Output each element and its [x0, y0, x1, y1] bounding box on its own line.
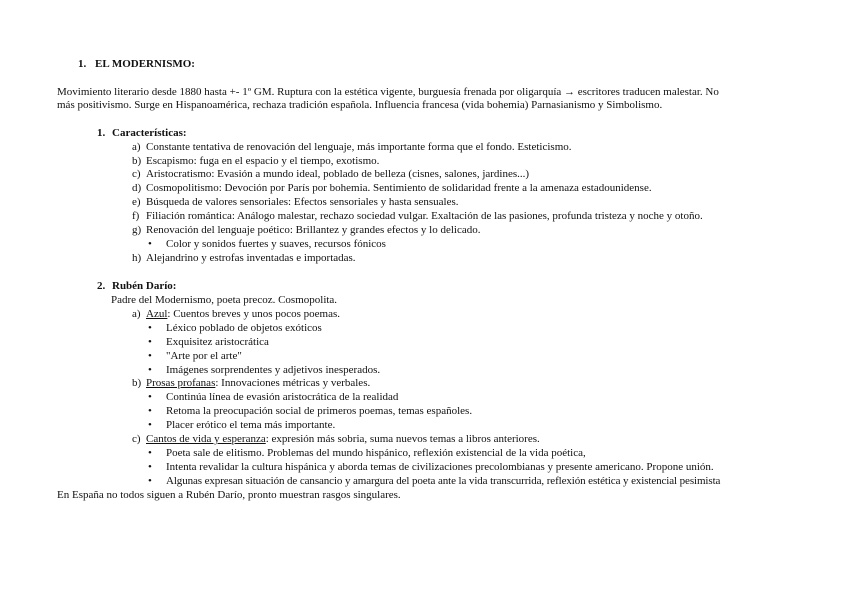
list-item: f) Filiación romántica: Análogo malestar, rechazo sociedad vulgar. Exaltación de las pasiones, profunda tristeza y noche y otoño.: [132, 210, 703, 222]
section2-intro: Padre del Modernismo, poeta precoz. Cosmopolita.: [111, 294, 338, 306]
bullet-item: • Imágenes sorprendentes y adjetivos inesperados.: [148, 364, 381, 376]
list-item: d) Cosmopolitismo: Devoción por París por bohemia. Sentimiento de solidaridad frente a la amenaza estadounidense.: [132, 182, 652, 194]
bullet-item: • Exquisitez aristocrática: [148, 336, 269, 348]
list-item: h) Alejandrino y estrofas inventadas e importadas.: [132, 252, 356, 264]
list-item: c) Aristocratismo: Evasión a mundo ideal, poblado de belleza (cisnes, salones, jardines...): [132, 168, 530, 180]
bullet-item: • Léxico poblado de objetos exóticos: [148, 322, 322, 334]
bullet-item: • Retoma la preocupación social de primeros poemas, temas españoles.: [148, 405, 473, 417]
bullet-item: • Color y sonidos fuertes y suaves, recursos fónicos: [148, 238, 386, 250]
work-item-prosas-profanas: b) Prosas profanas: Innovaciones métricas y verbales.: [132, 377, 371, 389]
bullet-item: • Placer erótico el tema más importante.: [148, 419, 336, 431]
section1-title: Características:: [112, 127, 187, 139]
heading-title: EL MODERNISMO:: [95, 58, 195, 70]
section2-number: 2.: [97, 280, 106, 292]
bullet-item: • Poeta sale de elitismo. Problemas del mundo hispánico, reflexión existencial de la vida poética,: [148, 447, 586, 459]
list-item: b) Escapismo: fuga en el espacio y el tiempo, exotismo.: [132, 155, 380, 167]
intro-line-1: Movimiento literario desde 1880 hasta +- 1º GM. Ruptura con la estética vigente, burguesía frenada por oligarquía → escritores traducen malestar. No: [57, 86, 719, 98]
work-title: Cantos de vida y esperanza: [146, 433, 266, 445]
closing-line: En España no todos siguen a Rubén Darío, pronto muestran rasgos singulares.: [57, 489, 401, 501]
work-title: Azul: [146, 308, 168, 320]
list-item: a) Constante tentativa de renovación del lenguaje, más importante forma que el fondo. Esteticismo.: [132, 141, 572, 153]
heading-number: 1.: [78, 58, 87, 70]
bullet-item: • Continúa línea de evasión aristocrática de la realidad: [148, 391, 399, 403]
work-item-cantos: c) Cantos de vida y esperanza: expresión más sobria, suma nuevos temas a libros anteriores.: [132, 433, 540, 445]
bullet-item: • Algunas expresan situación de cansancio y amargura del poeta ante la vida transcurrida, reflexión estética y existencial pesimista: [148, 475, 721, 487]
intro-line-2: más positivismo. Surge en Hispanoamérica, rechaza tradición española. Influencia francesa (vida bohemia) Parnasianismo y Simbolismo.: [57, 99, 663, 111]
list-item: g) Renovación del lenguaje poético: Brillantez y grandes efectos y lo delicado.: [132, 224, 481, 236]
section2-title: Rubén Darío:: [112, 280, 177, 292]
bullet-item: • "Arte por el arte": [148, 350, 242, 362]
section1-number: 1.: [97, 127, 106, 139]
main-heading: [78, 58, 195, 71]
bullet-item: • Intenta revalidar la cultura hispánica y aborda temas de civilizaciones precolombianas y presente americano. Propone unión.: [148, 461, 714, 473]
section1-heading: [97, 127, 187, 140]
work-item-azul: a) Azul: Cuentos breves y unos pocos poemas.: [132, 308, 341, 320]
list-item: e) Búsqueda de valores sensoriales: Efectos sensoriales y hasta sensuales.: [132, 196, 459, 208]
work-title: Prosas profanas: [146, 377, 216, 389]
section2-heading: [97, 280, 176, 293]
